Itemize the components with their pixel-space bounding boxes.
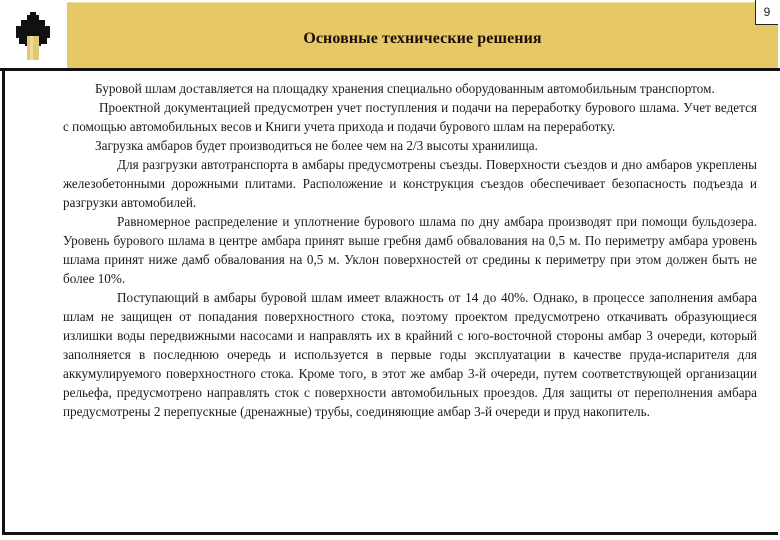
page-title: Основные технические решения bbox=[303, 30, 542, 47]
paragraph: Для разгрузки автотранспорта в амбары предусмотрены съезды. Поверхности съездов и дно амбаров укреплены железобетонными дорожными плитами. Расположение и конструкция съездов обеспечивает безопасность подъезда и разгрузки автомобилей. bbox=[63, 157, 757, 210]
page-number: 9 bbox=[755, 0, 778, 25]
body-text bbox=[63, 79, 757, 421]
paragraph: Поступающий в амбары буровой шлам имеет влажность от 14 до 40%. Однако, в процессе заполнения амбара шлам не защищен от попадания поверхностного стока, поэтому проектом предусмотрено откачивать образующиеся излишки воды передвижными насосами и направлять их в крайний с юго-восточной стороны амбар 3 очереди, который заполняется в последнюю очередь и используется в первые годы эксплуатации в качестве пруда-испарителя для аккумулируемого поверхностного стока. Кроме того, в этот же амбар 3-й очереди, путем соответствующей организации рельефа, предусмотрено направлять сток с поверхности автомобильных проездов. Для защиты от переполнения амбара предусмотрены 2 перепускные (дренажные) трубы, соединяющие амбар 3-й очереди и пруд накопитель. bbox=[63, 290, 757, 419]
paragraph: Загрузка амбаров будет производиться не более чем на 2/3 высоты хранилища. bbox=[95, 138, 538, 153]
paragraph: Проектной документацией предусмотрен учет поступления и подачи на переработку бурового шлама. Учет ведется с помощью автомобильных весов и Книги учета прихода и подачи бурового шлам на переработку. bbox=[63, 100, 757, 134]
paragraph: Равномерное распределение и уплотнение бурового шлама по дну амбара производят при помощи бульдозера. Уровень бурового шлама в центре амбара принят выше гребня дамб обвалования на 0,5 м. По периметру амбара уровень шлама принят ниже дамб обвалования на 0,5 м. Уклон поверхностей от средины к периметру при этом должен быть не более 10%. bbox=[63, 214, 757, 286]
header-band bbox=[67, 2, 778, 69]
logo-box bbox=[0, 0, 67, 68]
rosneft-logo-icon bbox=[12, 10, 54, 62]
paragraph: Буровой шлам доставляется на площадку хранения специально оборудованным автомобильным транспортом. bbox=[95, 81, 715, 96]
